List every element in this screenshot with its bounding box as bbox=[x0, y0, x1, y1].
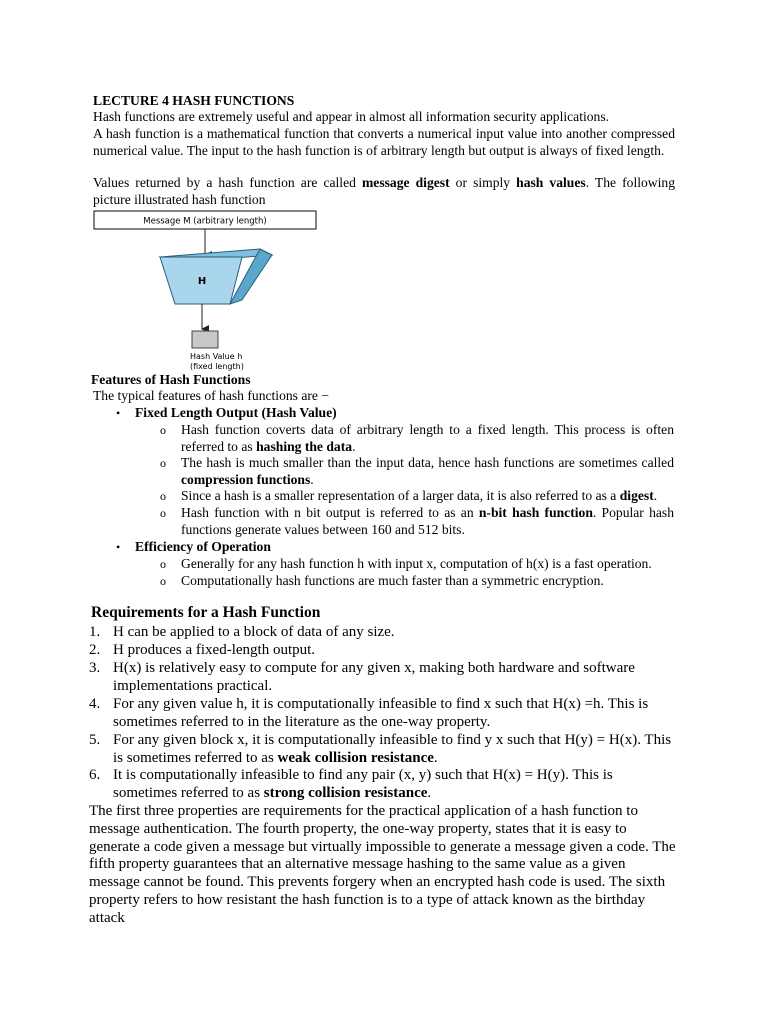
term-hash-values: hash values bbox=[516, 175, 586, 190]
term-n-bit-hash-function: n-bit hash function bbox=[478, 505, 593, 520]
intro-paragraph-2: A hash function is a mathematical function that converts a numerical input value into another compressed numerical value. The input to the hash function is of arbitrary length but output is always of fixed length. bbox=[93, 126, 675, 158]
intro-text: Values returned by a hash function are called bbox=[93, 175, 362, 190]
term-hashing-the-data: hashing the data bbox=[256, 438, 353, 454]
requirement-text: . bbox=[433, 749, 438, 766]
closing-paragraph: The first three properties are requirements for the practical application of a hash function to message authentication. The fourth property, the one-way property, states that it is easy to generate a code given a message but virtually impossible to generate a message given a code. The fifth property guarantees that an alternative message hashing to the same value as a given message cannot be found. This prevents forgery when an encrypted hash code is used. The sixth property refers to how resistant the hash function is to a type of attack known as the birthday attack bbox=[89, 803, 676, 926]
hash-value-label: Hash Value h bbox=[190, 352, 243, 361]
intro-paragraph-3 bbox=[93, 175, 675, 208]
sub-bullet-marker: o bbox=[160, 489, 166, 503]
item-text: Since a hash is a smaller representation of a larger data, it is also referred to as a bbox=[181, 488, 620, 503]
features-heading: Features of Hash Functions bbox=[91, 372, 251, 387]
fixed-length-item-3 bbox=[181, 488, 674, 505]
input-message-label: Message M (arbitrary length) bbox=[143, 216, 267, 227]
fixed-length-label: (fixed length) bbox=[190, 362, 244, 371]
item-text: . bbox=[310, 471, 314, 487]
term-strong-collision-resistance: strong collision resistance bbox=[263, 784, 428, 801]
item-text: Hash function with n bit output is referred to as an bbox=[181, 505, 479, 520]
document-title: LECTURE 4 HASH FUNCTIONS bbox=[93, 93, 295, 108]
requirement-6 bbox=[113, 767, 673, 803]
intro-paragraph-1: Hash functions are extremely useful and appear in almost all information security applications. bbox=[93, 109, 610, 124]
requirement-number: 6. bbox=[89, 767, 101, 783]
requirement-number: 3. bbox=[89, 660, 101, 676]
requirement-text: It is computationally infeasible to find any pair (x, y) such that H(x) = H(y). This is sometimes referred to as bbox=[113, 767, 613, 801]
hash-value-box bbox=[192, 331, 218, 348]
fixed-length-item-2 bbox=[181, 455, 674, 488]
bullet-dot: • bbox=[116, 540, 121, 554]
bullet-dot: • bbox=[116, 406, 121, 420]
sub-bullet-marker: o bbox=[160, 506, 166, 520]
intro-text: or simply bbox=[449, 175, 517, 190]
feature-fixed-length-label: Fixed Length Output (Hash Value) bbox=[135, 405, 337, 420]
item-text: . bbox=[653, 488, 658, 503]
features-intro: The typical features of hash functions are − bbox=[93, 388, 330, 403]
requirements-heading: Requirements for a Hash Function bbox=[91, 604, 321, 621]
item-text: . Popular hash functions generate values between 160 and 512 bits. bbox=[181, 505, 674, 537]
requirement-5 bbox=[113, 732, 678, 768]
sub-bullet-marker: o bbox=[160, 557, 166, 571]
item-text: . bbox=[352, 438, 356, 454]
requirement-3: H(x) is relatively easy to compute for any given x, making both hardware and software implementations practical. bbox=[113, 660, 635, 694]
hash-function-label: H bbox=[197, 276, 207, 287]
requirement-text: For any given block x, it is computationally infeasible to find y x such that H(y) = H(x). This is sometimes referred to as bbox=[113, 732, 672, 766]
efficiency-item-2: Computationally hash functions are much faster than a symmetric encryption. bbox=[181, 573, 604, 588]
term-digest: digest bbox=[619, 488, 654, 503]
sub-bullet-marker: o bbox=[160, 574, 166, 588]
efficiency-item-1: Generally for any hash function h with input x, computation of h(x) is a fast operation. bbox=[181, 556, 652, 571]
requirement-4: For any given value h, it is computationally infeasible to find x such that H(x) =h. This is sometimes referred to in the literature as the one-way property. bbox=[113, 696, 649, 730]
term-compression-functions: compression functions bbox=[181, 471, 311, 487]
sub-bullet-marker: o bbox=[160, 456, 166, 470]
requirement-number: 1. bbox=[89, 624, 101, 640]
term-weak-collision-resistance: weak collision resistance bbox=[277, 749, 434, 766]
item-text: The hash is much smaller than the input data, hence hash functions are sometimes called bbox=[181, 455, 674, 470]
requirement-number: 2. bbox=[89, 642, 101, 658]
requirement-2: H produces a fixed-length output. bbox=[113, 642, 316, 658]
hash-function-diagram bbox=[90, 208, 322, 374]
term-message-digest: message digest bbox=[361, 175, 450, 190]
intro-text: . The following picture illustrated hash function bbox=[93, 175, 675, 207]
fixed-length-item-4 bbox=[181, 505, 674, 538]
requirement-number: 4. bbox=[89, 696, 101, 712]
requirement-1: H can be applied to a block of data of any size. bbox=[113, 624, 395, 640]
requirement-text: . bbox=[427, 784, 432, 801]
fixed-length-item-1 bbox=[181, 422, 674, 455]
feature-efficiency-label: Efficiency of Operation bbox=[135, 539, 271, 554]
item-text: Hash function coverts data of arbitrary length to a fixed length. This process is often referred to as bbox=[181, 422, 674, 454]
sub-bullet-marker: o bbox=[160, 423, 166, 437]
requirement-number: 5. bbox=[89, 732, 101, 748]
